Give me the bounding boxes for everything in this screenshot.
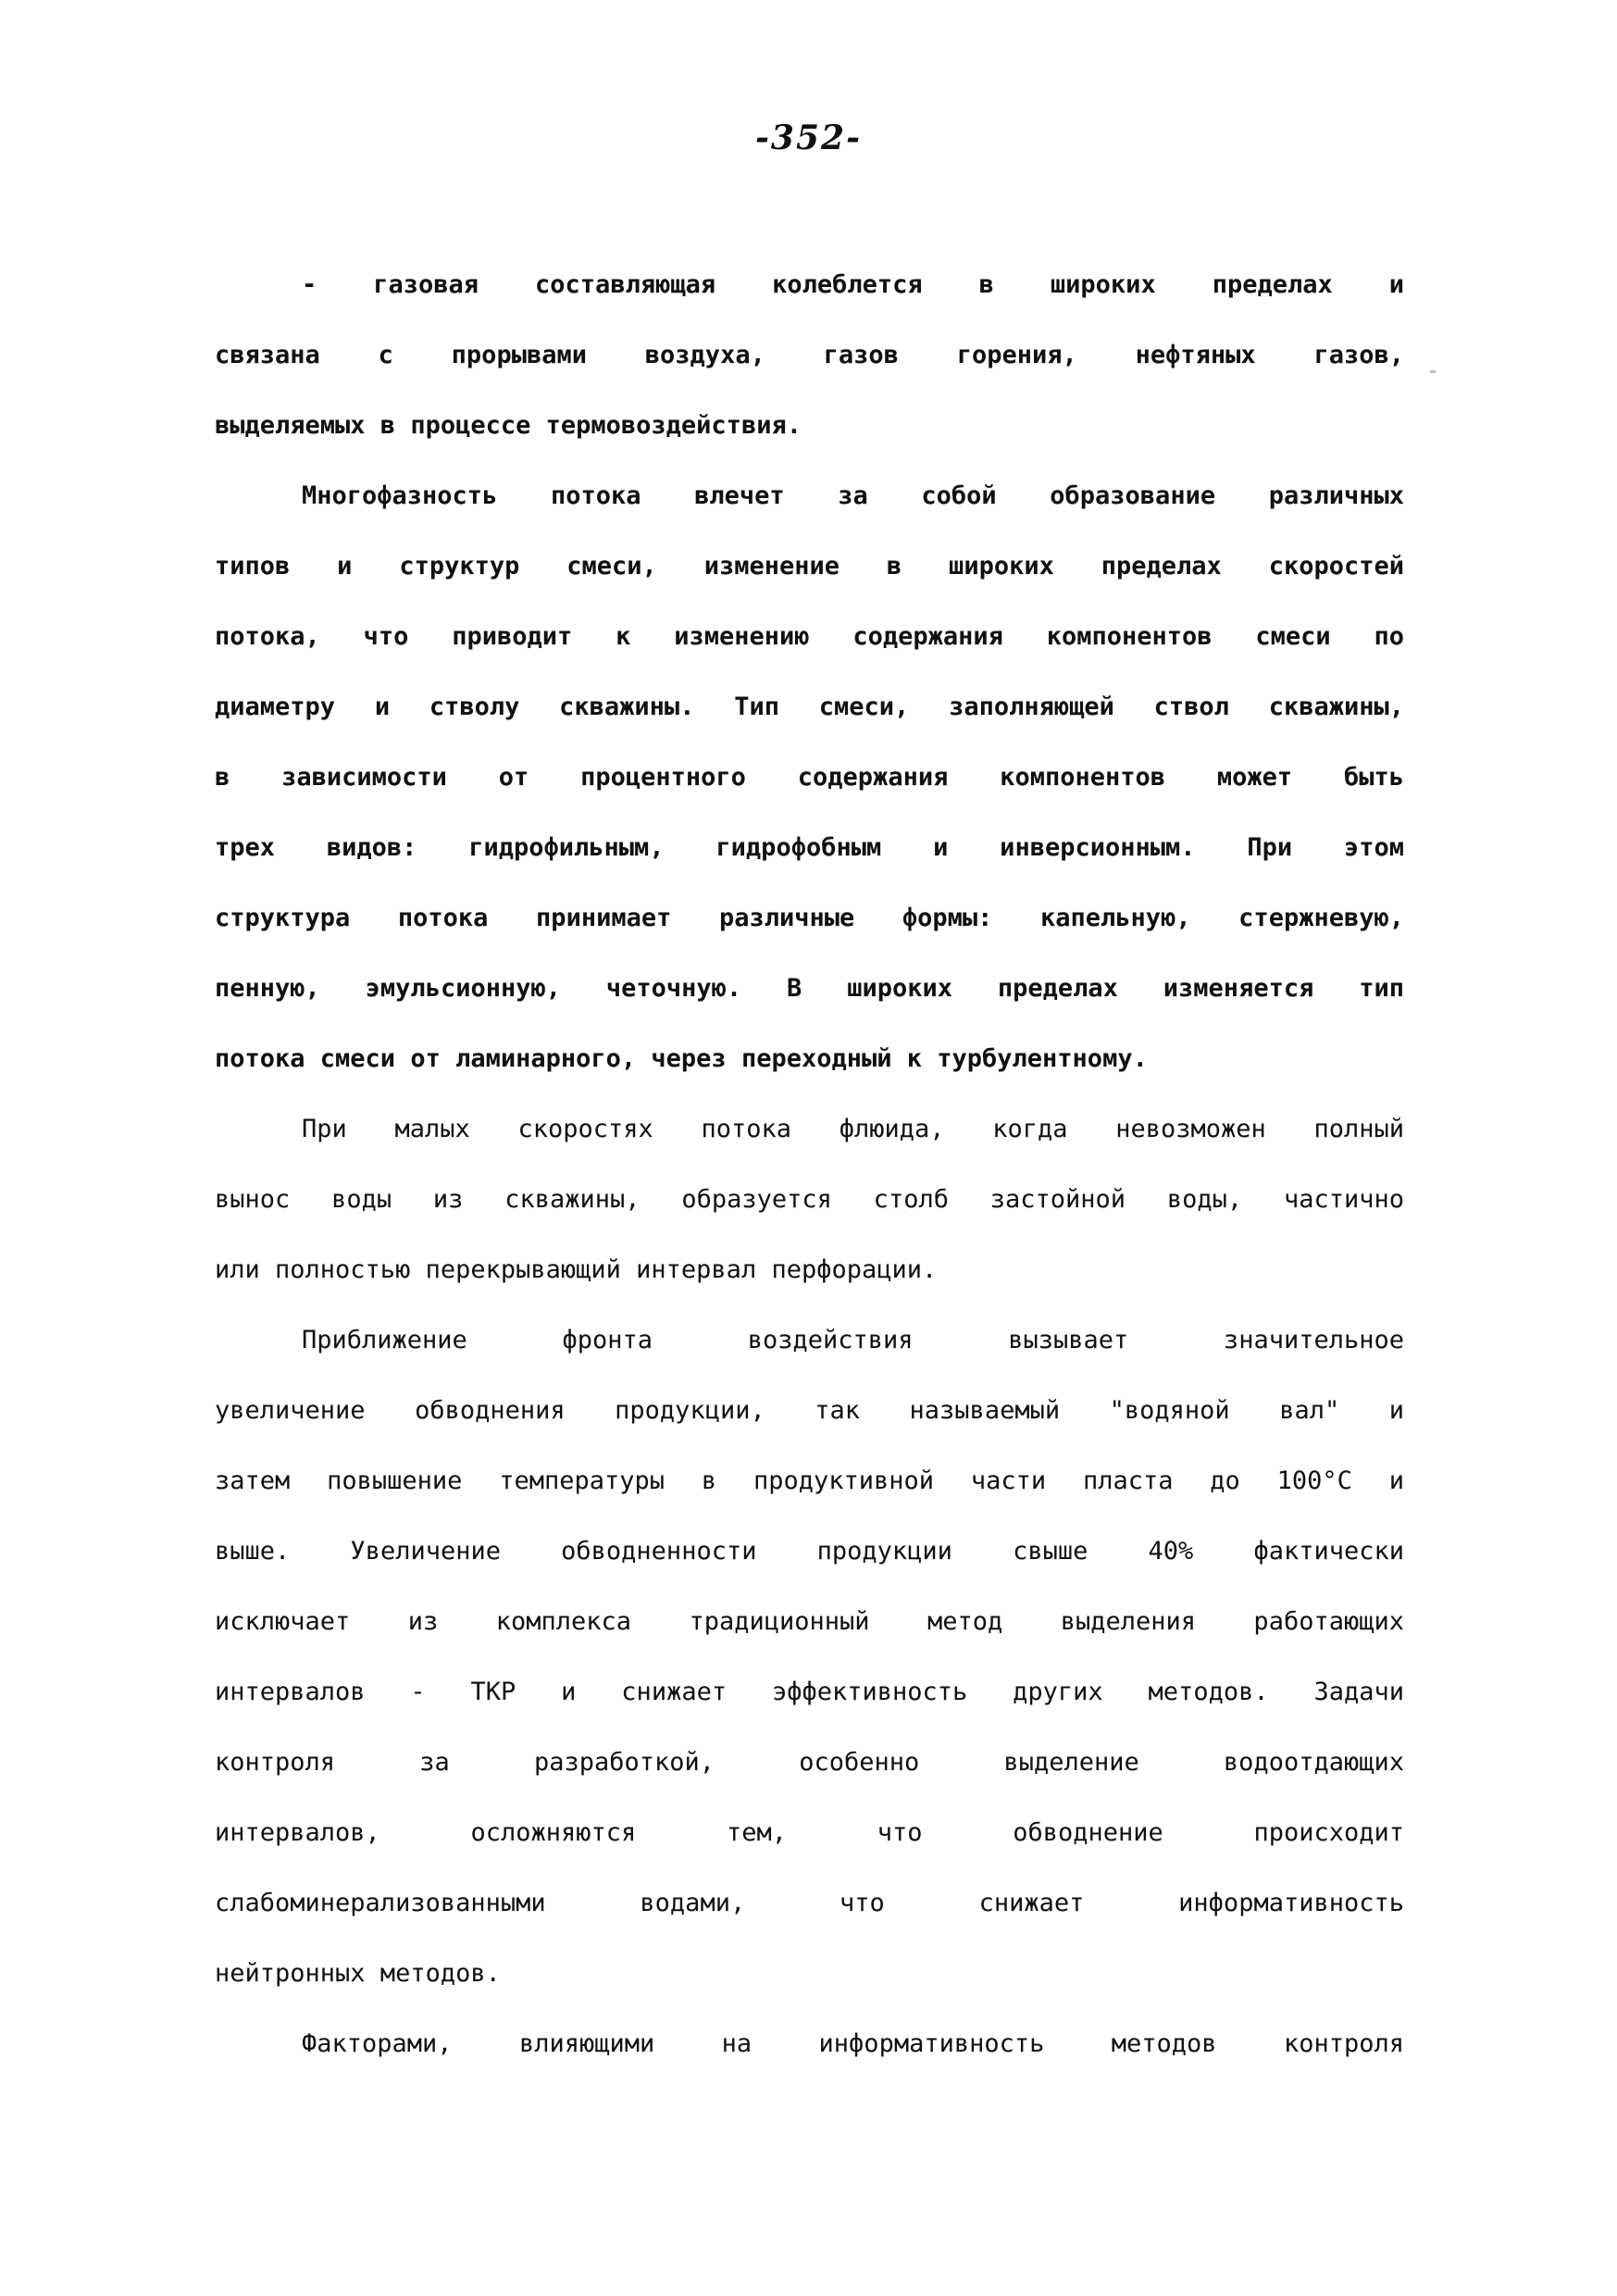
text-line: Факторами, влияющими на информативность методов контроля xyxy=(302,2029,1404,2058)
text-line: выше. Увеличение обводненности продукции свыше 40% фактически xyxy=(215,1537,1404,1566)
text-line: потока, что приводит к изменению содержания компонентов смеси по xyxy=(215,622,1404,651)
text-line: диаметру и стволу скважины. Тип смеси, заполняющей ствол скважины, xyxy=(215,693,1404,721)
text-line: нейтронных методов. xyxy=(215,1959,501,1988)
text-line: Приближение фронта воздействия вызывает значительное xyxy=(302,1326,1404,1354)
text-line: При малых скоростях потока флюида, когда невозможен полный xyxy=(302,1115,1404,1143)
text-line: затем повышение температуры в продуктивной части пласта до 100°С и xyxy=(215,1466,1404,1495)
text-line: интервалов, осложняются тем, что обводнение происходит xyxy=(215,1818,1404,1847)
page-number: -352- xyxy=(754,119,863,157)
text-line: интервалов - ТКР и снижает эффективность других методов. Задачи xyxy=(215,1678,1404,1706)
text-line: увеличение обводнения продукции, так называемый "водяной вал" и xyxy=(215,1396,1404,1425)
text-line: слабоминерализованными водами, что снижает информативность xyxy=(215,1889,1404,1917)
text-line: трех видов: гидрофильным, гидрофобным и инверсионным. При этом xyxy=(215,833,1404,862)
body-text xyxy=(215,250,1404,2079)
text-line: типов и структур смеси, изменение в широких пределах скоростей xyxy=(215,552,1404,580)
text-line: потока смеси от ламинарного, через переходный к турбулентному. xyxy=(215,1044,1148,1073)
scan-mark xyxy=(1430,370,1436,373)
text-line: вынос воды из скважины, образуется столб застойной воды, частично xyxy=(215,1185,1404,1214)
text-line: контроля за разработкой, особенно выделение водоотдающих xyxy=(215,1748,1404,1777)
text-line: структура потока принимает различные формы: капельную, стержневую, xyxy=(215,904,1404,932)
text-line: или полностью перекрывающий интервал перфорации. xyxy=(215,1255,938,1284)
text-line: - газовая составляющая колеблется в широких пределах и xyxy=(302,270,1404,299)
text-line: пенную, эмульсионную, четочную. В широких пределах изменяется тип xyxy=(215,974,1404,1003)
text-line: исключает из комплекса традиционный метод выделения работающих xyxy=(215,1607,1404,1636)
text-line: Многофазность потока влечет за собой образование различных xyxy=(302,481,1404,510)
text-line: выделяемых в процессе термовоздействия. xyxy=(215,411,802,440)
text-line: связана с прорывами воздуха, газов горения, нефтяных газов, xyxy=(215,341,1404,369)
text-line: в зависимости от процентного содержания компонентов может быть xyxy=(215,763,1404,792)
